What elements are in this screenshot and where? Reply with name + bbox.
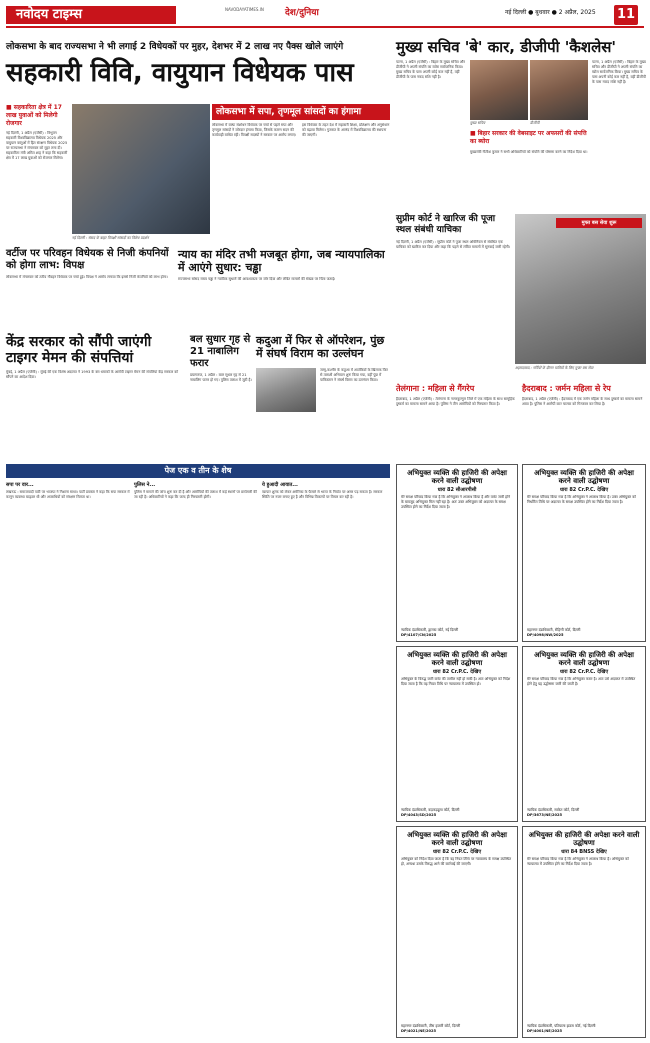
notice-body: अभियुक्त के विरुद्ध जारी वारंट की तामील नहीं हो सकी है। अतः अभियुक्त को निर्देश दिया जाता है कि वह नियत तिथि पर न्यायालय में उपस्थित हो। bbox=[401, 677, 511, 687]
lead-photo bbox=[72, 104, 210, 234]
bus-photo-caption: अहमदाबाद : गर्मियों के दौरान यात्रियों के लिए मुफ्त बस सेवा bbox=[515, 366, 594, 370]
court-notice bbox=[396, 826, 518, 1038]
notice-title: अभियुक्त व्यक्ति की हाजिरी की अपेक्षा करने वाली उद्घोषणा bbox=[534, 651, 634, 667]
lead-headline: सहकारी विवि, वायुयान विधेयक पास bbox=[6, 58, 354, 88]
notice-section: धारा 82 Cr.P.C. देखिए bbox=[432, 849, 482, 855]
website: NAVODAYATIMES.IN bbox=[225, 7, 264, 12]
notice-footer bbox=[527, 808, 641, 818]
right-top-headline: मुख्य सचिव 'बे' कार, डीजीपी 'कैशलेस' bbox=[396, 38, 616, 56]
story-telangana bbox=[396, 384, 518, 460]
notice-body: मेरे समक्ष परिवाद किया गया है कि अभियुक्त ने अपराध किया है। अभियुक्त को न्यायालय में उपस्थित होने का निर्देश दिया जाता है। bbox=[527, 857, 629, 867]
right-top-body2: मुख्यमंत्री नीतीश कुमार ने सभी अधिकारियों को संपत्ति की घोषणा करने का निर्देश दिया था। bbox=[470, 150, 588, 154]
notice-signatory: न्यायिक दंडाधिकारी, पटियाला हाउस कोर्ट, नई दिल्ली bbox=[527, 1024, 596, 1028]
court-headline: सुप्रीम कोर्ट ने खारिज की पूजा स्थल संबंधी याचिका bbox=[396, 214, 496, 235]
section-title: देश/दुनिया bbox=[285, 8, 319, 18]
feature-col-1-body: लखनऊ : समाजवादी पार्टी पर भाजपा ने निशाना साधा। पार्टी प्रवक्ता ने कहा कि सपा सरकार में कानून व्यवस्था बदहाल थी और अपराधियों को संरक्षण मिलता था। bbox=[6, 490, 130, 500]
lead-right-column: इस विधेयक के तहत देश में सहकारी शिक्षा, प्रशिक्षण और अनुसंधान को बढ़ावा मिलेगा। गुजरात के आणंद में विश्वविद्यालय की स्थापना की जाएगी। bbox=[302, 123, 390, 137]
notice-ref: DP/4043/SD/2025 bbox=[401, 813, 437, 817]
page-number: 11 bbox=[614, 5, 638, 25]
story-juvenile bbox=[190, 334, 252, 460]
chief-secretary-photo bbox=[470, 60, 528, 120]
notice-signatory: महानगर दंडाधिकारी, तीस हजारी कोर्ट, दिल्ली bbox=[401, 1024, 461, 1028]
story-kathua-headline: कदुआ में फिर से ऑपरेशन, पुंछ में संघर्ष विराम का उल्लंघन bbox=[256, 334, 385, 360]
continued-band: पेज एक व तीन के शेष bbox=[6, 464, 390, 478]
notice-footer bbox=[527, 628, 641, 638]
story-telangana-headline: तेलंगाना : महिला से गैंगरेप bbox=[396, 384, 475, 393]
notice-ref: DP/3673/NE/2025 bbox=[527, 813, 563, 817]
notice-section: धारा 82 सीआरपीसी bbox=[437, 487, 477, 493]
notice-footer bbox=[401, 628, 513, 638]
story-kathua bbox=[256, 334, 390, 460]
feature-col-3-body: व्यापार शुल्क को लेकर अमेरिका के फैसले से भारत के निर्यात पर असर पड़ सकता है। सरकार स्थिति पर नजर बनाए हुए है और विभिन्न विकल्पों पर विचार कर रही है। bbox=[262, 490, 383, 500]
brand-logo: नवोदय टाइम्स bbox=[6, 6, 176, 24]
story-juvenile-headline: बल सुधार गृह से 21 नाबालिग फरार bbox=[190, 334, 251, 369]
lead-sidebar-title: ■ सहकारिता क्षेत्र में 17 लाख युवाओं को मिलेगी रोजगार bbox=[6, 104, 62, 127]
story-coastal-body: लोकसभा में मंगलवार को तटीय नौवहन विधेयक पर चर्चा हुई। विपक्ष ने आरोप लगाया कि इससे निजी कंपनियों को लाभ होगा। bbox=[6, 275, 168, 279]
court-notice bbox=[522, 464, 646, 642]
notice-title: अभियुक्त व्यक्ति की हाजिरी की अपेक्षा करने वाली उद्घोषणा bbox=[407, 651, 507, 667]
feature-col-2-subhead: पुलिस ने... bbox=[134, 482, 156, 488]
notice-title: अभियुक्त की हाजिरी की अपेक्षा करने वाली उद्घोषणा bbox=[528, 831, 640, 847]
notice-ref: DP/4021/NE/2025 bbox=[401, 1029, 437, 1033]
lead-kicker: लोकसभा के बाद राज्यसभा ने भी लगाई 2 विधेयकों पर मुहर, देशभर में 2 लाख नए पैक्स खोले जाएंगे bbox=[6, 42, 344, 52]
notice-signatory: न्यायिक दंडाधिकारी, साकेत कोर्ट, दिल्ली bbox=[527, 808, 580, 812]
feature-col-2 bbox=[134, 482, 258, 1037]
feature-col-3-subhead: ये हुआदी आयात... bbox=[262, 482, 298, 488]
feature-col-2-body: पुलिस ने मामले की जांच शुरू कर दी है और आरोपियों की तलाश में कई स्थानों पर छापेमारी की जा रही है। अधिकारियों ने कहा कि जल्द ही गिरफ्तारी होगी। bbox=[134, 490, 257, 500]
notice-body: मेरे समक्ष परिवाद किया गया है कि अभियुक्त ने अपराध किया है। उक्त अभियुक्त को निर्धारित तिथि पर अदालत के समक्ष उपस्थित होने का निर्देश दिया जाता है। bbox=[527, 495, 636, 505]
dgp-photo bbox=[530, 60, 588, 120]
story-chadha-body: राज्यसभा सांसद राघव चड्ढा ने न्यायिक सुधारों की आवश्यकता पर जोर दिया और लंबित मामलों की संख्या पर चिंता जताई। bbox=[178, 277, 336, 281]
red-banner: लोकसभा में सपा, तृणमूल सांसदों का हंगामा bbox=[212, 104, 390, 120]
bus-photo bbox=[515, 214, 646, 364]
notice-footer bbox=[527, 1024, 641, 1034]
notice-title: अभियुक्त व्यक्ति की हाजिरी की अपेक्षा करने वाली उद्घोषणा bbox=[534, 469, 634, 485]
notice-footer bbox=[401, 1024, 513, 1034]
notice-body: अभियुक्त को निर्देश दिया जाता है कि वह नियत तिथि पर न्यायालय के समक्ष उपस्थित हो, अन्यथा उसके विरुद्ध आगे की कार्रवाई की जाएगी। bbox=[401, 857, 512, 867]
masthead bbox=[0, 0, 650, 38]
dgp-caption: डीजीपी bbox=[530, 121, 540, 125]
red-banner-story: लोकसभा में वक्फ संशोधन विधेयक पर चर्चा से पहले सपा और तृणमूल सांसदों ने जोरदार हंगामा किया, जिसके कारण सदन की कार्यवाही बाधित रही। विपक्षी सदस्यों ने सरकार पर आरोप लगाए। bbox=[212, 123, 297, 137]
story-tiger-memon-headline: केंद्र सरकार को सौंपी जाएंगी टाइगर मेमन की संपत्तियां bbox=[6, 334, 152, 366]
story-tiger-memon bbox=[6, 334, 186, 460]
court-notice bbox=[522, 646, 646, 822]
notice-body: मेरे समक्ष परिवाद किया गया है कि अभियुक्त ने अपराध किया है और वारंट जारी होने के बावजूद अभियुक्त मिल नहीं रहा है। अतः उक्त अभियुक्त को अदालत के समक्ष उपस्थित होने का निर्देश दिया जाता है। bbox=[401, 495, 510, 510]
issue-date: नई दिल्ली ● बुधवार ● 2 अप्रैल, 2025 bbox=[505, 9, 596, 16]
lead-sidebar bbox=[6, 104, 68, 244]
notice-title: अभियुक्त व्यक्ति की हाजिरी की अपेक्षा करने वाली उद्घोषणा bbox=[407, 469, 507, 485]
court-notice bbox=[522, 826, 646, 1038]
feature-col-3 bbox=[262, 482, 390, 1037]
court-notice bbox=[396, 464, 518, 642]
story-kathua-photo bbox=[256, 368, 316, 412]
notice-section: धारा 82 Cr.P.C. देखिए bbox=[559, 669, 609, 675]
notice-signatory: महानगर दंडाधिकारी, रोहिणी कोर्ट, दिल्ली bbox=[527, 628, 581, 632]
bus-photo-tag: मुफ्त बस सेवा शुरू bbox=[556, 218, 642, 228]
story-coastal-headline: वर्टीज पर परिवहन विधेयक से निजी कंपनियों को होगा लाभ: विपक्ष bbox=[6, 248, 169, 271]
story-hyderabad-headline: हैदराबाद : जर्मन महिला से रेप bbox=[522, 384, 611, 393]
story-hyderabad-body: हैदराबाद, 1 अप्रैल (एजेंसी) : हैदराबाद में एक जर्मन महिला के साथ दुष्कर्म का मामला सामने आया है। पुलिस ने आरोपी कार चालक को गिरफ्तार कर लिया है। bbox=[522, 397, 643, 406]
notice-ref: DP/4001/NE/2025 bbox=[527, 1029, 563, 1033]
notice-section: धारा 82 Cr.P.C. देखिए bbox=[432, 669, 482, 675]
right-top-subhead: ■ बिहार सरकार की वेबसाइट पर अफसरों की संपत्ति का ब्योरा bbox=[470, 130, 587, 145]
story-telangana-body: हैदराबाद, 1 अप्रैल (एजेंसी) : तेलंगाना के नागरकुरनूल जिले में एक महिला के साथ सामूहिक दुष्कर्म का मामला सामने आया है। पुलिस ने तीन आरोपियों को गिरफ्तार किया है। bbox=[396, 397, 515, 406]
story-kathua-body: जम्मू-कश्मीर के कठुआ में आतंकियों के खिलाफ फिर से तलाशी अभियान शुरू किया गया, वहीं पुंछ में पाकिस्तान ने संघर्ष विराम का उल्लंघन किया। bbox=[320, 368, 388, 382]
court-notice bbox=[396, 646, 518, 822]
feature-col-1-subhead: सपा पर वार... bbox=[6, 482, 34, 488]
story-hyderabad bbox=[522, 384, 646, 460]
story-chadha bbox=[178, 248, 390, 328]
notice-title: अभियुक्त व्यक्ति की हाजिरी की अपेक्षा करने वाली उद्घोषणा bbox=[407, 831, 507, 847]
lead-dateline: नई दिल्ली, 1 अप्रैल (एजेंसी) : त्रिभुवन सहकारी विश्वविद्यालय विधेयक 2025 और वायुयान वस्तुओं में हित संरक्षण विधेयक 2025 पर राज्यसभा ने मंगलवार को मुहर लगा दी। सहकारिता मंत्री अमित शाह ने कहा कि सहकारी क्षेत्र में 17 लाख युवाओं को रोजगार मिलेगा। bbox=[6, 131, 68, 160]
story-tiger-memon-body: मुंबई, 1 अप्रैल (एजेंसी) : मुंबई की एक विशेष अदालत ने 1993 के बम धमाकों के आरोपी टाइगर मेमन की संपत्तियां केंद्र सरकार को सौंपने का आदेश दिया। bbox=[6, 370, 179, 379]
story-juvenile-body: प्रयागराज, 1 अप्रैल : बाल सुधार गृह से 21 नाबालिग फरार हो गए। पुलिस तलाश में जुटी है। bbox=[190, 373, 252, 382]
notice-signatory: न्यायिक दंडाधिकारी, द्वारका कोर्ट, नई दिल्ली bbox=[401, 628, 459, 632]
notice-body: मेरे समक्ष परिवाद किया गया है कि अभियुक्त फरार है। अतः उसे अदालत में उपस्थित होने हेतु यह उद्घोषणा जारी की जाती है। bbox=[527, 677, 636, 687]
lead-photo-caption: नई दिल्ली : संसद के बाहर विपक्षी सांसदों का विरोध प्रदर्शन bbox=[72, 236, 149, 240]
story-coastal bbox=[6, 248, 174, 328]
notice-ref: DP/4098/NW/2025 bbox=[527, 633, 564, 637]
notice-section: धारा 84 BNSS देखिए bbox=[561, 849, 607, 855]
notice-signatory: न्यायिक दंडाधिकारी, कड़कड़डूमा कोर्ट, दिल्ली bbox=[401, 808, 460, 812]
notice-ref: DP/4107/CN/2025 bbox=[401, 633, 437, 637]
court-body: नई दिल्ली, 1 अप्रैल (एजेंसी) : सुप्रीम कोर्ट ने पूजा स्थल अधिनियम से संबंधित एक याचिका को खारिज कर दिया और कहा कि पहले से लंबित मामलों में सुनवाई जारी रहेगी। bbox=[396, 240, 511, 249]
feature-col-1 bbox=[6, 482, 130, 1037]
right-top-col3: पटना, 1 अप्रैल (एजेंसी) : बिहार के मुख्य सचिव और डीजीपी ने अपनी संपत्ति का ब्योरा सार्वजनिक किया। मुख्य सचिव के पास अपनी कोई कार नहीं है, वहीं डीजीपी के पास नकद राशि नहीं है। bbox=[592, 60, 646, 84]
notice-footer bbox=[401, 808, 513, 818]
masthead-rule bbox=[6, 26, 644, 28]
chief-secretary-caption: मुख्य सचिव bbox=[470, 121, 486, 125]
story-chadha-headline: न्याय का मंदिर तभी मजबूत होगा, जब न्यायपालिका में आएंगे सुधार: चड्ढा bbox=[178, 248, 385, 274]
notice-section: धारा 82 Cr.P.C. देखिए bbox=[559, 487, 609, 493]
right-top-body: पटना, 1 अप्रैल (एजेंसी) : बिहार के मुख्य सचिव और डीजीपी ने अपनी संपत्ति का ब्योरा सार्वजनिक किया। मुख्य सचिव के पास अपनी कोई कार नहीं है, वहीं डीजीपी के पास नकद राशि नहीं है। bbox=[396, 60, 465, 79]
